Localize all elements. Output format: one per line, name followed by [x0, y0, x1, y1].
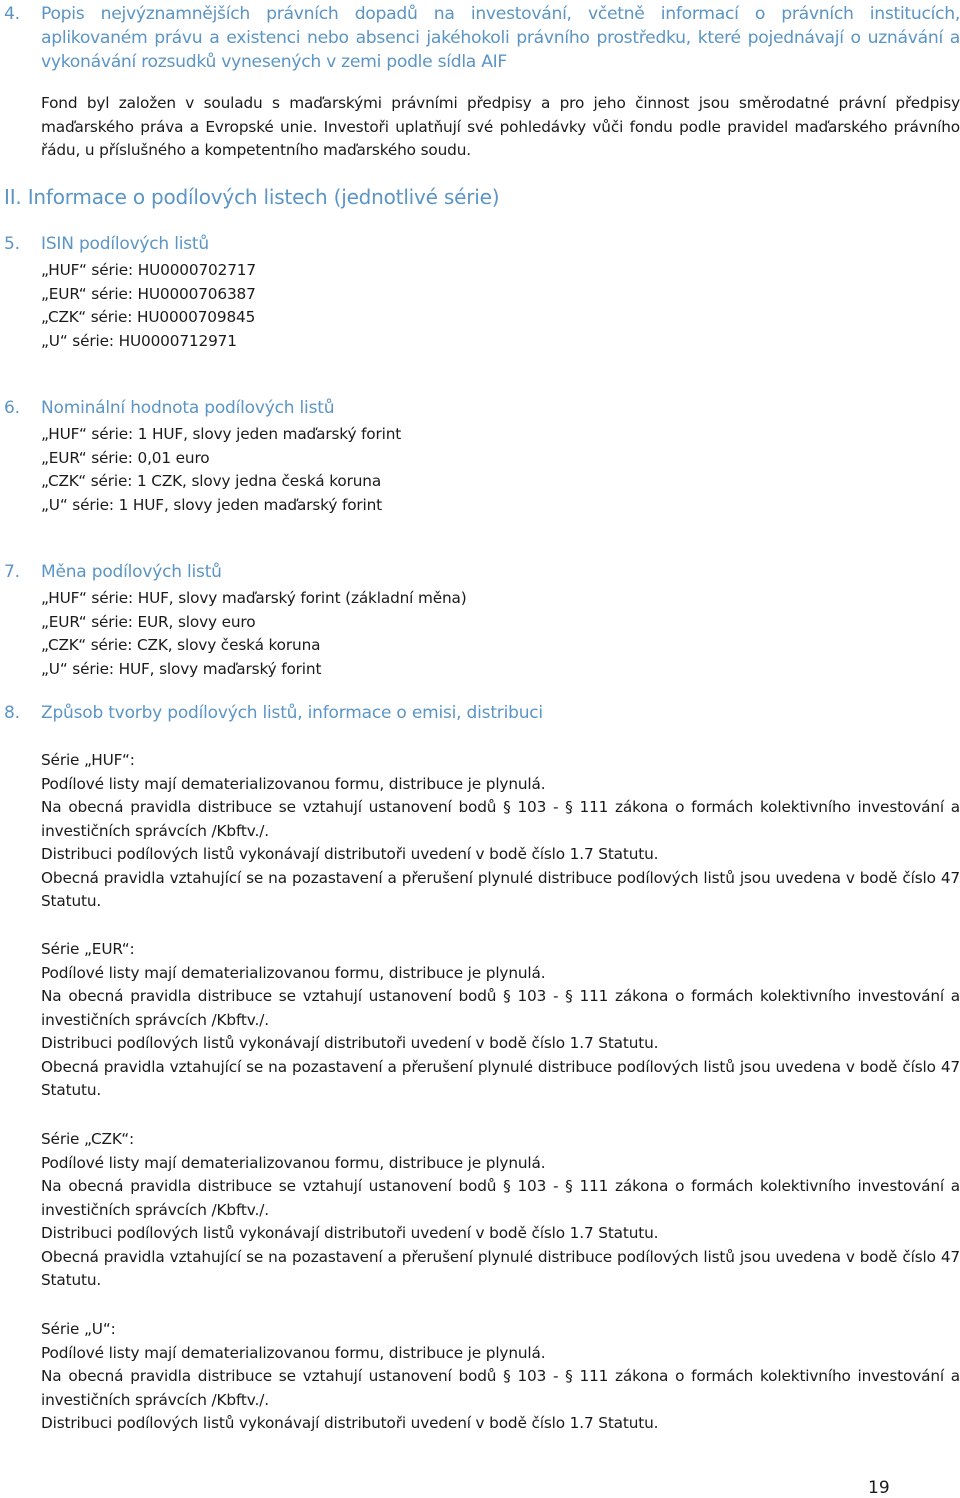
- section-8-number: 8.: [4, 703, 20, 723]
- section-7-list: [0, 587, 960, 681]
- series-block-huf: [0, 749, 960, 914]
- currency-line-huf: „HUF“ série: HUF, slovy maďarský forint (základní měna): [41, 589, 467, 607]
- section-7-heading: [0, 560, 960, 584]
- section-6-title: Nominální hodnota podílových listů: [41, 398, 335, 418]
- section-5-number: 5.: [4, 234, 20, 254]
- series-rules: Na obecná pravidla distribuce se vztahují ustanovení bodů § 103 - § 111 zákona o formách kolektivního investování a investičních správcích /Kbftv./.: [41, 1177, 960, 1219]
- series-label: Série „CZK“:: [41, 1130, 135, 1148]
- series-distributors: Distribuci podílových listů vykonávají distributoři uvedení v bodě číslo 1.7 Statutu.: [41, 1224, 659, 1242]
- section-5-list: [0, 259, 960, 353]
- section-5-title: ISIN podílových listů: [41, 234, 209, 254]
- series-distributors: Distribuci podílových listů vykonávají distributoři uvedení v bodě číslo 1.7 Statutu.: [41, 1034, 659, 1052]
- nominal-line-u: „U“ série: 1 HUF, slovy jeden maďarský forint: [41, 495, 383, 514]
- series-rules: Na obecná pravidla distribuce se vztahují ustanovení bodů § 103 - § 111 zákona o formách kolektivního investování a investičních správcích /Kbftv./.: [41, 987, 960, 1029]
- section-6-number: 6.: [4, 398, 20, 418]
- series-label: Série „U“:: [41, 1320, 116, 1338]
- series-rules: Na obecná pravidla distribuce se vztahují ustanovení bodů § 103 - § 111 zákona o formách kolektivního investování a investičních správcích /Kbftv./.: [41, 798, 960, 840]
- series-form: Podílové listy mají dematerializovanou formu, distribuce je plynulá.: [41, 774, 546, 793]
- series-block-czk: [0, 1128, 960, 1293]
- currency-line-u: „U“ série: HUF, slovy maďarský forint: [41, 659, 322, 678]
- section-6-list: [0, 423, 960, 517]
- series-form: Podílové listy mají dematerializovanou formu, distribuce je plynulá.: [41, 1343, 546, 1362]
- section-7-number: 7.: [4, 562, 20, 582]
- section-4-title: Popis nejvýznamnějších právních dopadů na investování, včetně informací o právních institucích, aplikovaném právu a existenci nebo absenci jakéhokoli právního prostředku, které pojednávají o uznávání a vykonávání rozsudků vynesených v zemi podle sídla AIF: [41, 4, 960, 72]
- section-7-title: Měna podílových listů: [41, 562, 222, 582]
- nominal-line-czk: „CZK“ série: 1 CZK, slovy jedna česká koruna: [41, 472, 382, 490]
- series-suspension: Obecná pravidla vztahující se na pozastavení a přerušení plynulé distribuce podílových listů jsou uvedena v bodě číslo 47 Statutu.: [41, 1057, 960, 1099]
- isin-line-huf: „HUF“ série: HU0000702717: [41, 261, 256, 279]
- series-distributors: Distribuci podílových listů vykonávají distributoři uvedení v bodě číslo 1.7 Statutu.: [41, 1414, 659, 1432]
- series-rules: Na obecná pravidla distribuce se vztahují ustanovení bodů § 103 - § 111 zákona o formách kolektivního investování a investičních správcích /Kbftv./.: [41, 1367, 960, 1409]
- section-4-heading: [0, 2, 960, 74]
- section-6-heading: [0, 396, 960, 420]
- isin-line-czk: „CZK“ série: HU0000709845: [41, 308, 256, 326]
- section-8-title: Způsob tvorby podílových listů, informace o emisi, distribuci: [41, 703, 543, 723]
- currency-line-czk: „CZK“ série: CZK, slovy česká koruna: [41, 636, 321, 654]
- isin-line-eur: „EUR“ série: HU0000706387: [41, 284, 256, 303]
- currency-line-eur: „EUR“ série: EUR, slovy euro: [41, 612, 256, 631]
- section-4-paragraph: Fond byl založen v souladu s maďarskými právními předpisy a pro jeho činnost jsou směrodatné právní předpisy maďarského práva a Evropské unie. Investoři uplatňují své pohledávky vůči fondu podle pravidel maďarského právního řádu, u příslušného a kompetentního maďarského soudu.: [41, 94, 960, 159]
- chapter-2-title: II. Informace o podílových listech (jednotlivé série): [4, 185, 500, 209]
- series-block-u: [0, 1318, 960, 1436]
- series-form: Podílové listy mají dematerializovanou formu, distribuce je plynulá.: [41, 1153, 546, 1172]
- section-4-number: 4.: [4, 4, 20, 24]
- nominal-line-eur: „EUR“ série: 0,01 euro: [41, 448, 210, 467]
- series-suspension: Obecná pravidla vztahující se na pozastavení a přerušení plynulé distribuce podílových listů jsou uvedena v bodě číslo 47 Statutu.: [41, 868, 960, 910]
- series-suspension: Obecná pravidla vztahující se na pozastavení a přerušení plynulé distribuce podílových listů jsou uvedena v bodě číslo 47 Statutu.: [41, 1247, 960, 1289]
- isin-line-u: „U“ série: HU0000712971: [41, 331, 237, 350]
- series-block-eur: [0, 938, 960, 1103]
- series-label: Série „EUR“:: [41, 940, 135, 958]
- section-8-heading: [0, 701, 960, 725]
- section-5-heading: [0, 232, 960, 256]
- nominal-line-huf: „HUF“ série: 1 HUF, slovy jeden maďarský forint: [41, 425, 402, 443]
- series-distributors: Distribuci podílových listů vykonávají distributoři uvedení v bodě číslo 1.7 Statutu.: [41, 845, 659, 863]
- series-form: Podílové listy mají dematerializovanou formu, distribuce je plynulá.: [41, 963, 546, 982]
- series-label: Série „HUF“:: [41, 751, 135, 769]
- page-number: 19: [868, 1478, 890, 1498]
